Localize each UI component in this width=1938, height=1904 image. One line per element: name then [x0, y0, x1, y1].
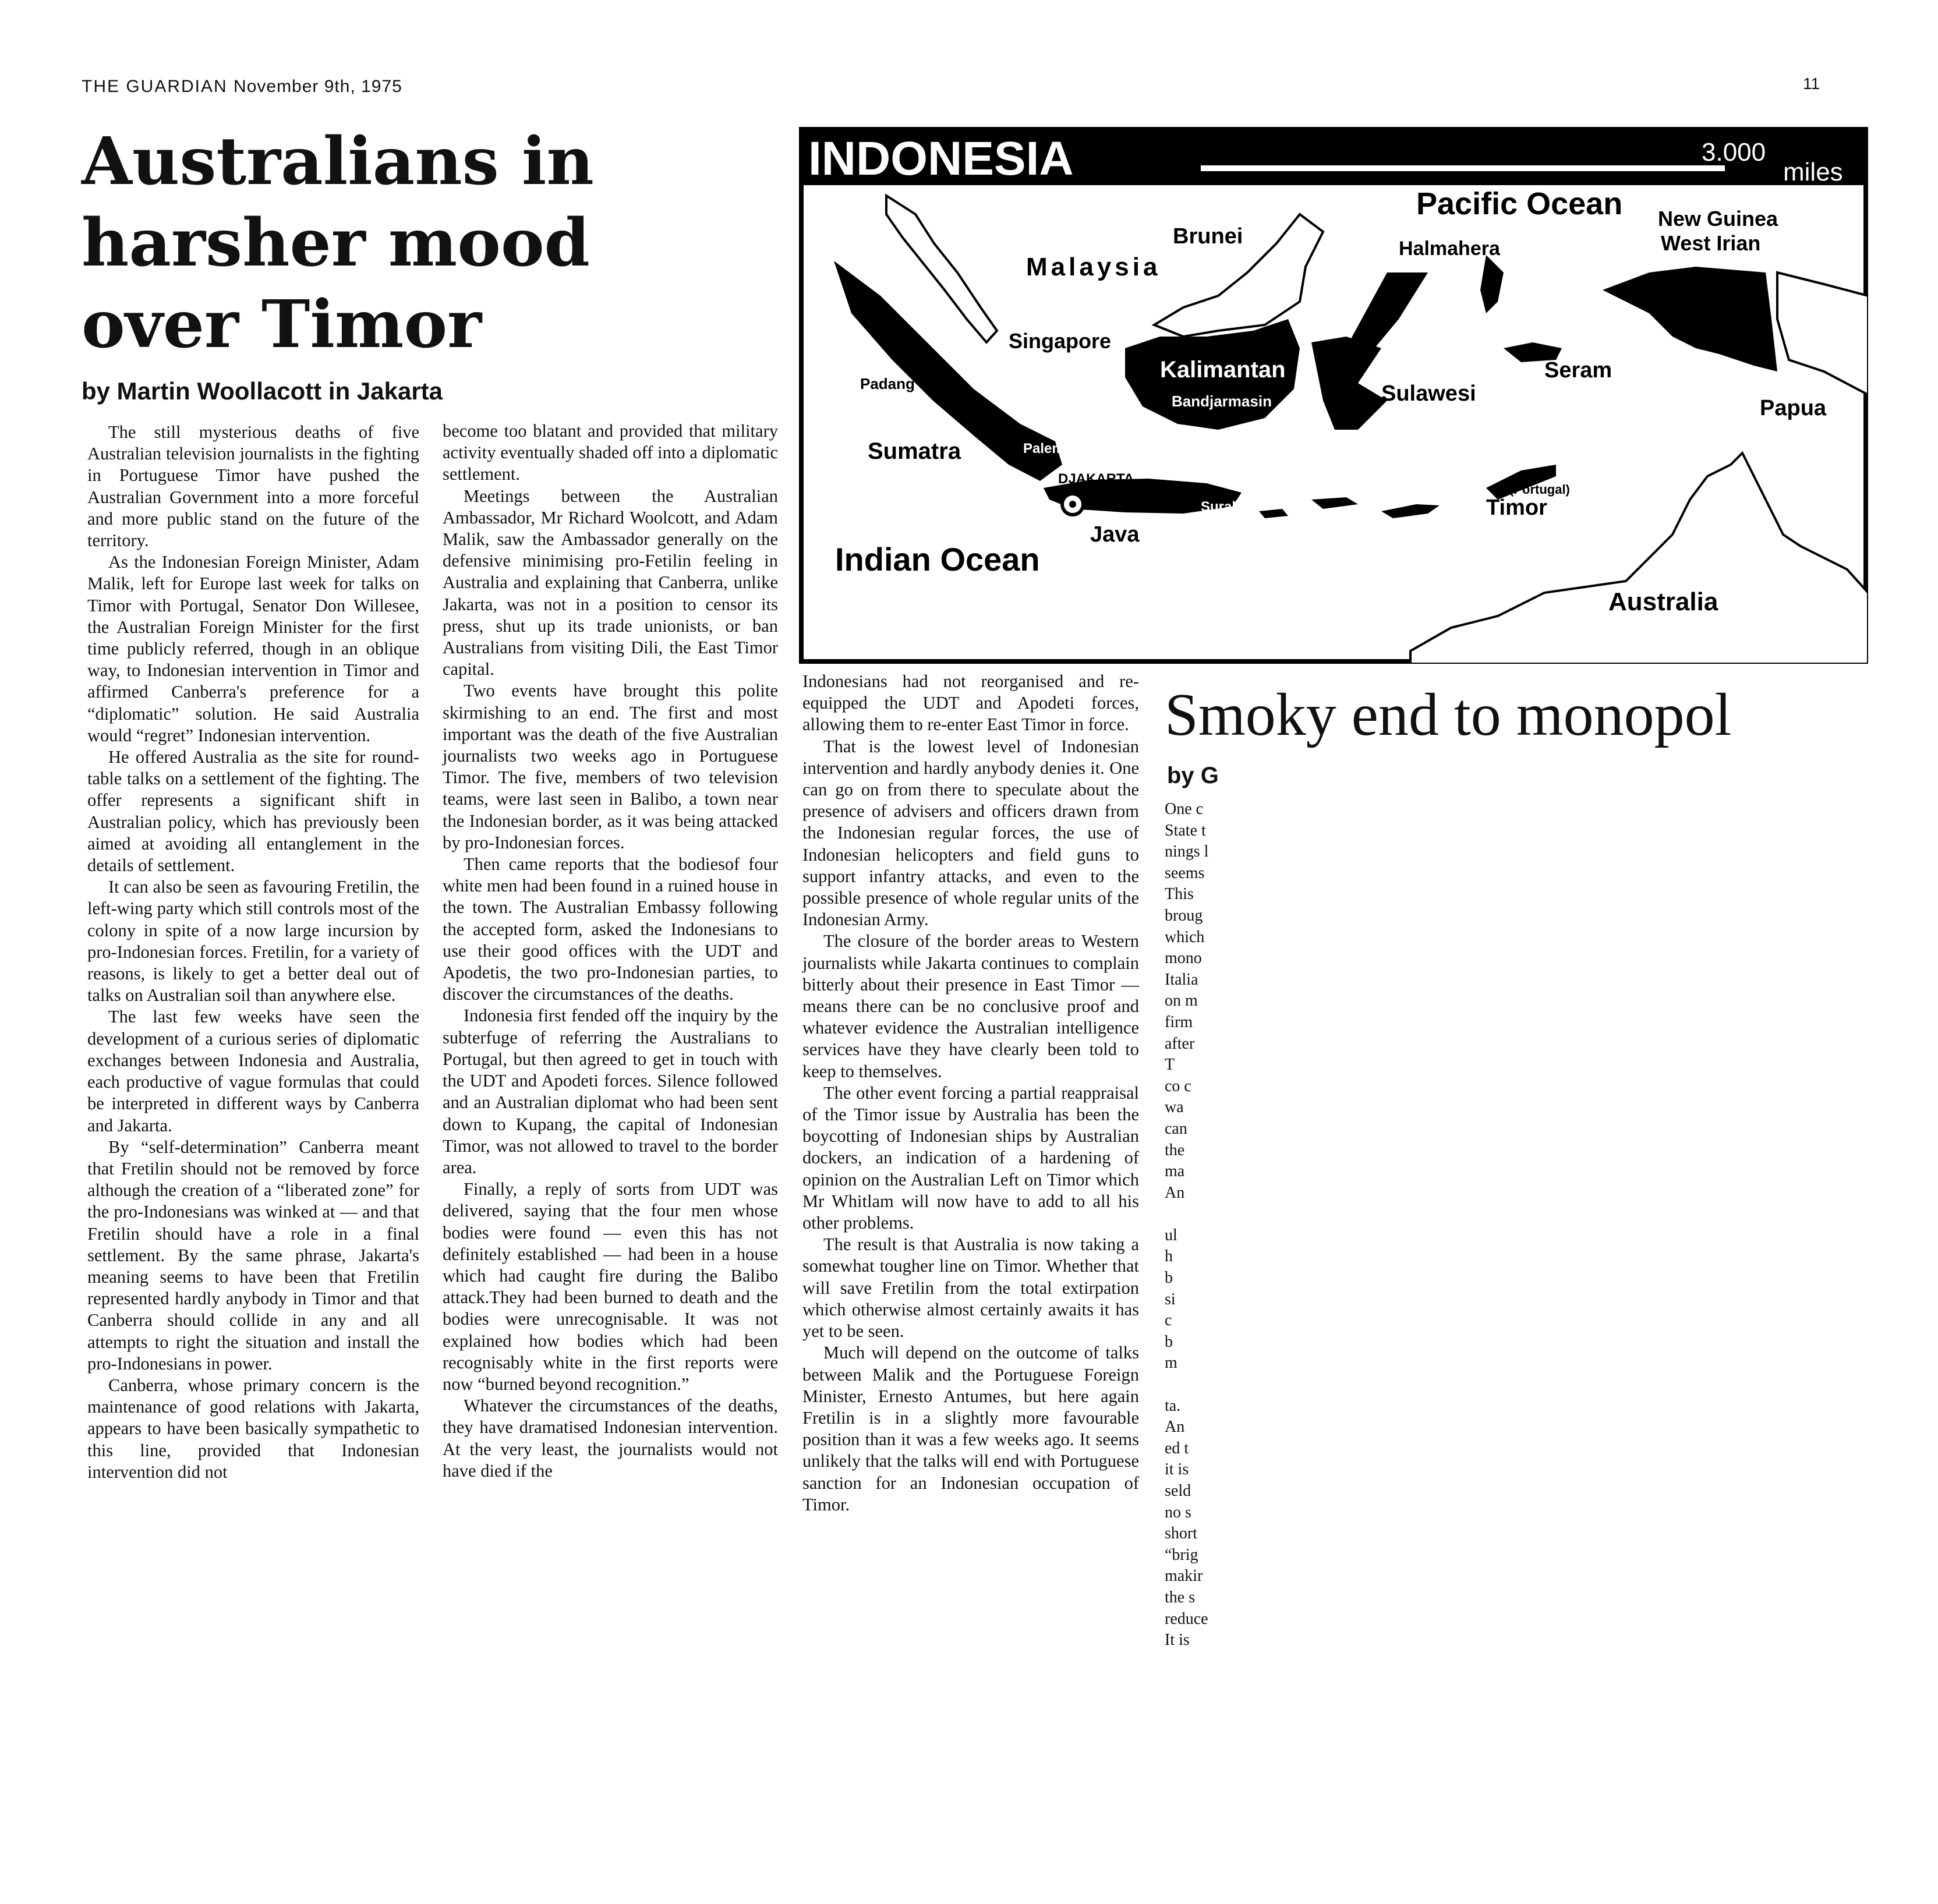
publication-date: November 9th, 1975	[234, 77, 402, 96]
fragment-line: ma	[1165, 1162, 1185, 1181]
sumatra-label: Sumatra	[868, 438, 961, 464]
fragment-line: seems	[1165, 863, 1205, 882]
seram-label: Seram	[1544, 358, 1612, 383]
brunei-label: Brunei	[1173, 224, 1243, 249]
paragraph: The other event forcing a partial reappraisal of the Timor issue by Australia has been the boycotting of Indonesian ships by Australian dockers, an indication of a hardening of opinion on the Australian Left on Timor which Mr Whitlam will now have to add to all his other problems.	[802, 1082, 1139, 1233]
fragment-line: no s	[1165, 1503, 1191, 1521]
pacific-ocean-label: Pacific Ocean	[1416, 186, 1623, 221]
paragraph: By “self-determination” Canberra meant that Fretilin should not be removed by force although the creation of a “liberated zone” for the pro-Indonesians was winked at — and that Fretilin should have a role in a final settlement. By the same phrase, Jakarta's meaning seems to have been that Fretilin represented hardly anybody in Timor and that Canberra should collide in any and all attempts to right the situation and install the pro-Indonesians in power.	[87, 1137, 419, 1374]
fragment-line: short	[1165, 1524, 1197, 1543]
paragraph: Indonesia first fended off the inquiry by the subterfuge of referring the Australians to Portugal, but then agreed to get in touch with the UDT and Apodeti forces. Silence followed and an Australian diplomat who had been sent down to Kupang, the capital of Indonesian Timor, was not allowed to travel to the border area.	[443, 1006, 778, 1177]
article-column-3	[802, 671, 1139, 1516]
paragraph: Then came reports that the bodiesof four white men had been found in a ruined house in the town. The Australian Embassy following the accepted form, asked the Indonesians to use their good offices with the UDT and Apodetis, the two pro-Indonesian parties, to discover the circumstances of the deaths.	[443, 854, 778, 1004]
fragment-line: “brig	[1165, 1545, 1198, 1564]
fragment-line: on m	[1165, 992, 1198, 1010]
fragment-line: firm	[1165, 1013, 1193, 1031]
paragraph: The last few weeks have seen the development of a curious series of diplomatic exchanges between Indonesia and Australia, each productive of vague formulas that could be interpreted in different ways by Canberra and Jakarta.	[87, 1007, 419, 1135]
singapore-label: Singapore	[1009, 329, 1112, 353]
fragment-line: c	[1165, 1311, 1172, 1330]
article-column-2	[443, 420, 778, 1482]
fragment-line: which	[1165, 928, 1205, 946]
paragraph: Meetings between the Australian Ambassador, Mr Richard Woolcott, and Adam Malik, saw the Ambassador generally on the defensive minimising pro-Fetilin feeling in Australia and explaining that Canberra, unlike Jakarta, was not in a position to censor its press, shut up its trade unionists, or ban Australians from visiting Dili, the East Timor capital.	[443, 486, 778, 680]
fragment-line: the	[1165, 1141, 1185, 1159]
fragment-line: nings l	[1165, 843, 1209, 861]
paragraph: become too blatant and provided that military activity eventually shaded off into a diplomatic settlement.	[443, 421, 778, 484]
fragment-line: b	[1165, 1332, 1173, 1351]
paragraph: The closure of the border areas to Western journalists while Jakarta continues to complain bitterly about their presence in East Timor — means there can be no conclusive proof and whatever evidence the Australian intelligence services have they have clearly been told to keep to themselves.	[802, 931, 1139, 1081]
fragment-line: wa	[1165, 1098, 1184, 1117]
bandjarmasin-label: Bandjarmasin	[1172, 392, 1272, 410]
byline: by Martin Woollacott in Jakarta	[82, 377, 443, 405]
paragraph: Finally, a reply of sorts from UDT was delivered, saying that the four men whose bodies were found — even this has not definitely established — had been in a house which had caught fire during the Balibo attack.They had been burned to death and the bodies were unrecognisable. It was not explained how bodies which had been recognisably white in the first reports were now “burned beyond recognition.”	[443, 1179, 778, 1394]
djakarta-label: DJAKARTA	[1058, 471, 1134, 487]
scale-unit: miles	[1783, 158, 1843, 186]
fragment-line: ul	[1165, 1226, 1177, 1244]
map-title: INDONESIA	[808, 132, 1074, 185]
fragment-line: mono	[1165, 949, 1202, 968]
paragraph: Canberra, whose primary concern is the maintenance of good relations with Jakarta, appears to have been basically sympathetic to this line, provided that Indonesian intervention did not	[87, 1375, 419, 1482]
fragment-line: the s	[1165, 1588, 1196, 1606]
indonesia-map	[799, 127, 1868, 664]
second-article-byline: by G	[1167, 763, 1219, 788]
fragment-line: b	[1165, 1269, 1173, 1287]
fragment-line: State t	[1165, 821, 1206, 840]
headline-line: over Timor	[82, 286, 482, 363]
kalimantan-label: Kalimantan	[1160, 357, 1286, 383]
west-irian-label: West Irian	[1661, 231, 1761, 255]
surabaja-label: Surabaja	[1201, 499, 1260, 515]
fragment-line: T	[1165, 1056, 1175, 1074]
capital-dot	[1069, 501, 1076, 508]
headline-line: Australians in	[82, 123, 594, 200]
halmahera-label: Halmahera	[1399, 238, 1500, 260]
portugal-label: (Portugal)	[1509, 482, 1570, 497]
indian-ocean-label: Indian Ocean	[835, 541, 1040, 578]
paragraph: He offered Australia as the site for round-table talks on a settlement of the fighting. The offer represents a significant shift in Australian policy, which has previously been aimed at avoiding all entanglement in the details of settlement.	[87, 747, 419, 876]
fragment-line: h	[1165, 1247, 1173, 1266]
fragment-line: makir	[1165, 1567, 1203, 1586]
fragment-line: broug	[1165, 906, 1203, 925]
fragment-line: ed t	[1165, 1439, 1189, 1457]
paragraph: Two events have brought this polite skirmishing to an end. The first and most important was the death of the five Australian journalists two weeks ago in Portuguese Timor. The five, members of two television teams, were last seen in Balibo, a town near the Indonesian border, as it was being attacked by pro-Indonesian forces.	[443, 681, 778, 852]
paragraph: That is the lowest level of Indonesian intervention and hardly anybody denies it. One can go on from there to speculate about the presence of advisers and officers drawn from the Indonesian regular forces, the use of Indonesian helicopters and field guns to support infantry attacks, and even to the possible presence of whole regular units of the Indonesian Army.	[802, 736, 1139, 930]
paragraph: Indonesians had not reorganised and re-equipped the UDT and Apodeti forces, allowing them to re-enter East Timor in force.	[802, 671, 1139, 735]
fragment-line: ta.	[1165, 1396, 1181, 1415]
new-guinea-label: New Guinea	[1658, 207, 1778, 231]
paragraph: Whatever the circumstances of the deaths, they have dramatised Indonesian intervention. At the very least, the journalists would not have died if the	[443, 1396, 778, 1481]
fragment-line: it is	[1165, 1460, 1189, 1479]
fragment-line: after	[1165, 1034, 1195, 1053]
masthead	[82, 77, 402, 97]
paragraph: The still mysterious deaths of five Australian television journalists in the fighting in Portuguese Timor have pushed the Australian Government into a more forceful and more public stand on the future of the territory.	[87, 422, 419, 551]
headline-line: harsher mood	[82, 205, 590, 281]
second-article-headline: Smoky end to monopol	[1165, 681, 1732, 748]
fragment-line: Italia	[1165, 970, 1198, 989]
paragraph: The result is that Australia is now taking a somewhat tougher line on Timor. Whether that will save Fretilin from the total extirpation which otherwise almost certainly awaits it has yet to be seen.	[802, 1234, 1139, 1342]
fragment-line: One c	[1165, 800, 1204, 818]
scale-bar	[1201, 165, 1725, 171]
headline	[82, 121, 664, 366]
padang-label: Padang	[860, 375, 915, 392]
fragment-line: reduce	[1165, 1609, 1208, 1628]
fragment-line: co c	[1165, 1077, 1191, 1095]
newspaper-name: THE GUARDIAN	[82, 77, 228, 96]
fragment-line	[1165, 1374, 1239, 1396]
java-label: Java	[1090, 522, 1140, 547]
scale-value: 3.000	[1702, 138, 1766, 167]
paragraph: It can also be seen as favouring Fretilin, the left-wing party which still controls most of the colony in spite of a now large incursion by pro-Indonesian forces. Fretilin, for a variety of reasons, is likely to get a better deal out of talks on Australian soil than anywhere else.	[87, 877, 419, 1006]
fragment-line: This	[1165, 885, 1194, 904]
fragment-line: seld	[1165, 1482, 1191, 1500]
papua-label: Papua	[1760, 396, 1827, 420]
malaysia-label: Malaysia	[1026, 253, 1161, 281]
fragment-line: si	[1165, 1290, 1176, 1308]
paragraph: As the Indonesian Foreign Minister, Adam Malik, left for Europe last week for talks on Timor with Portugal, Senator Don Willesee, the Australian Foreign Minister for the first time publicly referred, though in an oblique way, to Indonesian intervention in Timor and affirmed Canberra's preference for a “diplomatic” solution. He said Australia would “regret” Indonesian intervention.	[87, 552, 419, 745]
timor-label: Timor	[1486, 496, 1547, 520]
fragment-line: can	[1165, 1119, 1187, 1138]
article-column-1	[87, 422, 419, 1483]
fragment-line: m	[1165, 1354, 1177, 1372]
fragment-line	[1165, 1204, 1239, 1225]
page-number: 11	[1803, 75, 1820, 93]
australia-label: Australia	[1608, 588, 1718, 616]
fragment-line: It is	[1165, 1631, 1190, 1650]
second-article-fragments	[1165, 799, 1239, 1651]
palembang-label: Palembang	[1023, 441, 1098, 456]
fragment-line: An	[1165, 1183, 1185, 1202]
sulawesi-label: Sulawesi	[1381, 381, 1476, 406]
fragment-line: An	[1165, 1418, 1185, 1436]
paragraph: Much will depend on the outcome of talks between Malik and the Portuguese Foreign Minister, Ernesto Antumes, but here again Fretilin is in a slightly more favourable position than it was a few weeks ago. It seems unlikely that the talks will end with Portuguese sanction for an Indonesian occupation of Timor.	[802, 1343, 1139, 1514]
